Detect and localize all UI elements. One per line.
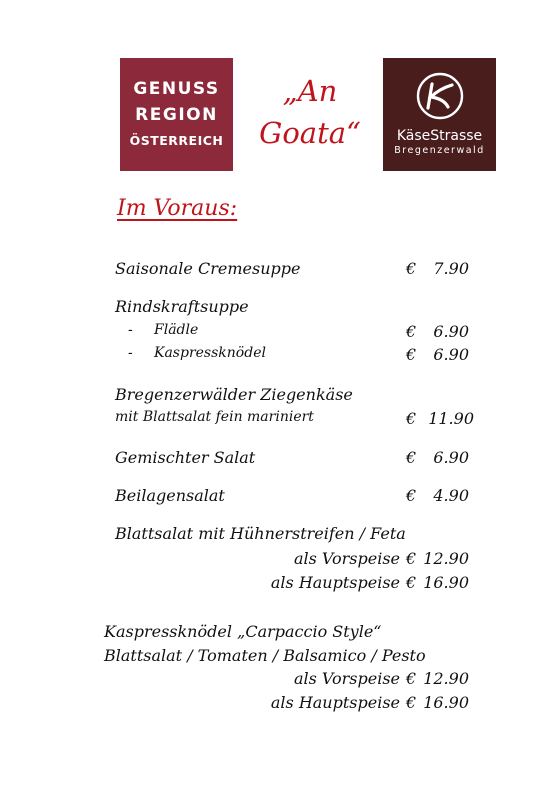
euro-sign: € bbox=[406, 573, 417, 592]
section-heading: Im Voraus: bbox=[117, 196, 238, 221]
variant-name: Flädle bbox=[154, 322, 199, 338]
menu-item-price: 7.90 bbox=[433, 259, 469, 278]
menu-item-name: Kaspressknödel „Carpaccio Style“ bbox=[104, 622, 382, 641]
option-price: 12.90 bbox=[423, 549, 469, 568]
menu-item-price: 6.90 bbox=[433, 448, 469, 467]
euro-sign: € bbox=[406, 322, 417, 341]
logo-line: GENUSS bbox=[133, 78, 220, 99]
option-label: als Hauptspeise bbox=[270, 573, 400, 592]
menu-item-price: 4.90 bbox=[433, 486, 469, 505]
option-price: 16.90 bbox=[423, 573, 469, 592]
menu-item-name: Bregenzerwälder Ziegenkäse bbox=[115, 385, 353, 404]
variant-name: Kaspressknödel bbox=[154, 345, 266, 361]
euro-sign: € bbox=[406, 448, 417, 467]
menu-item-price: 11.90 bbox=[428, 409, 474, 428]
menu-item-description: Blattsalat / Tomaten / Balsamico / Pesto bbox=[104, 646, 426, 665]
option-label: als Hauptspeise bbox=[270, 693, 400, 712]
euro-sign: € bbox=[406, 549, 417, 568]
menu-item-description: mit Blattsalat fein mariniert bbox=[115, 409, 314, 425]
kaesestrasse-name: KäseStrasse bbox=[396, 128, 483, 144]
restaurant-title-line1: „An bbox=[282, 74, 338, 108]
option-price: 16.90 bbox=[423, 693, 469, 712]
logo-line: REGION bbox=[135, 104, 218, 125]
variant-price: 6.90 bbox=[433, 322, 469, 341]
logo-line: ÖSTERREICH bbox=[129, 132, 224, 148]
euro-sign: € bbox=[406, 669, 417, 688]
variant-price: 6.90 bbox=[433, 345, 469, 364]
euro-sign: € bbox=[406, 345, 417, 364]
variant-dash: - bbox=[128, 345, 133, 361]
menu-item-name: Saisonale Cremesuppe bbox=[115, 259, 301, 278]
menu-item-name: Rindskraftsuppe bbox=[115, 297, 249, 316]
menu-item-name: Blattsalat mit Hühnerstreifen / Feta bbox=[115, 524, 406, 543]
euro-sign: € bbox=[406, 259, 417, 278]
option-label: als Vorspeise bbox=[293, 549, 400, 568]
menu-item-name: Beilagensalat bbox=[115, 486, 225, 505]
restaurant-title-line2: Goata“ bbox=[259, 116, 361, 150]
euro-sign: € bbox=[406, 693, 417, 712]
variant-dash: - bbox=[128, 322, 133, 338]
euro-sign: € bbox=[406, 486, 417, 505]
option-price: 12.90 bbox=[423, 669, 469, 688]
kaesestrasse-subtitle: Bregenzerwald bbox=[394, 145, 485, 156]
genuss-region-logo bbox=[120, 58, 233, 171]
menu-item-name: Gemischter Salat bbox=[115, 448, 256, 467]
option-label: als Vorspeise bbox=[293, 669, 400, 688]
kaesestrasse-k-logo-icon bbox=[416, 72, 464, 120]
euro-sign: € bbox=[406, 409, 417, 428]
kaesestrasse-logo bbox=[383, 58, 496, 171]
